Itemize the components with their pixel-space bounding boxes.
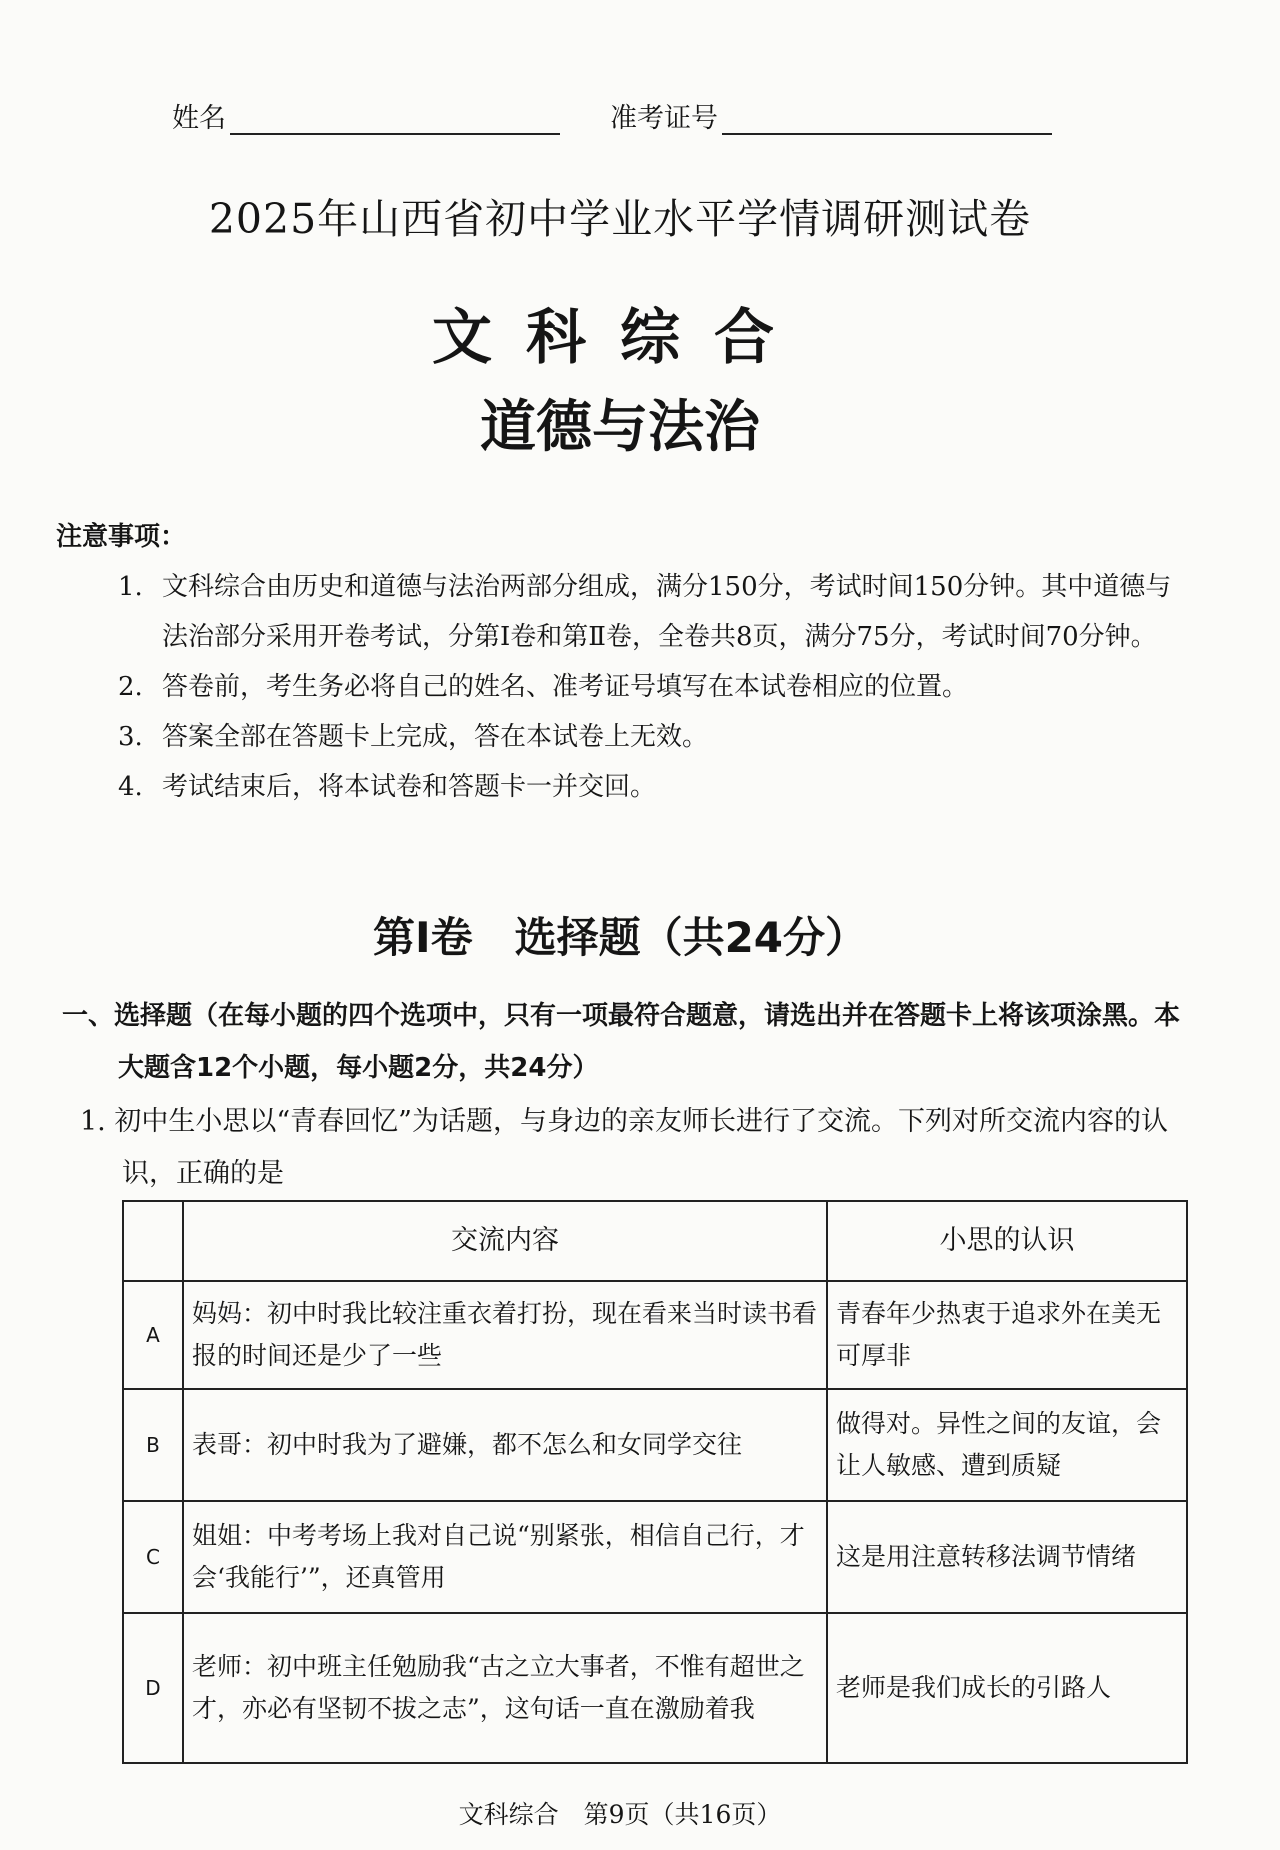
question-1-stem: 1. 初中生小思以“青春回忆”为话题，与身边的亲友师长进行了交流。下列对所交流内容的认识，正确的是 <box>80 1106 1168 1189</box>
option-view: 老师是我们成长的引路人 <box>827 1613 1187 1763</box>
option-letter: C <box>123 1501 183 1613</box>
table-header-cell: 交流内容 <box>183 1201 827 1281</box>
notice-item-number: 2. <box>118 672 143 702</box>
ticket-field <box>610 96 1052 135</box>
notice-item-number: 3. <box>118 722 143 752</box>
table-row <box>123 1389 1187 1501</box>
notice-item-text: 答卷前，考生务必将自己的姓名、准考证号填写在本试卷相应的位置。 <box>162 672 969 702</box>
option-content: 妈妈：初中时我比较注重衣着打扮，现在看来当时读书看报的时间还是少了一些 <box>183 1281 827 1389</box>
table-header-cell: 小思的认识 <box>827 1201 1187 1281</box>
option-view: 这是用注意转移法调节情绪 <box>827 1501 1187 1613</box>
option-letter: D <box>123 1613 183 1763</box>
question-1 <box>80 1096 1190 1200</box>
ticket-label: 准考证号 <box>610 103 718 134</box>
option-letter: A <box>123 1281 183 1389</box>
section-instruction <box>62 990 1192 1094</box>
table-row <box>123 1501 1187 1613</box>
option-view: 青春年少热衷于追求外在美无可厚非 <box>827 1281 1187 1389</box>
page-footer: 文科综合 第9页（共16页） <box>458 1800 782 1829</box>
notice-item <box>118 562 1188 662</box>
table-header-cell <box>123 1201 183 1281</box>
section-title: 第Ⅰ卷 选择题（共24分） <box>372 913 868 962</box>
name-blank-line <box>230 107 560 135</box>
notice-list <box>118 562 1188 812</box>
notice-item-number: 4. <box>118 772 143 802</box>
notice-item <box>118 712 1188 762</box>
notice-item <box>118 662 1188 712</box>
option-content: 姐姐：中考考场上我对自己说“别紧张，相信自己行，才会‘我能行’”，还真管用 <box>183 1501 827 1613</box>
notice-heading: 注意事项： <box>56 522 187 552</box>
ticket-blank-line <box>722 107 1052 135</box>
notice-item <box>118 762 1188 812</box>
option-letter: B <box>123 1389 183 1501</box>
notice-item-text: 文科综合由历史和道德与法治两部分组成，满分150分，考试时间150分钟。其中道德与法治部分采用开卷考试，分第Ⅰ卷和第Ⅱ卷，全卷共8页，满分75分，考试时间70分钟。 <box>162 572 1172 652</box>
section-instruction-text: 一、选择题（在每小题的四个选项中，只有一项最符合题意，请选出并在答题卡上将该项涂黑。本大题含12个小题，每小题2分，共24分） <box>62 1001 1181 1083</box>
name-field <box>172 96 560 135</box>
subject-title: 文科综合 <box>432 303 808 373</box>
part-title: 道德与法治 <box>480 395 760 460</box>
table-header-row <box>123 1201 1187 1281</box>
table-row <box>123 1281 1187 1389</box>
table-row <box>123 1613 1187 1763</box>
exam-title: 2025年山西省初中学业水平学情调研测试卷 <box>208 195 1032 243</box>
notice-item-number: 1. <box>118 572 143 602</box>
question-1-options-table <box>122 1200 1188 1764</box>
notice-item-text: 答案全部在答题卡上完成，答在本试卷上无效。 <box>162 722 709 752</box>
notice-item-text: 考试结束后，将本试卷和答题卡一并交回。 <box>162 772 657 802</box>
candidate-fields <box>172 96 1072 140</box>
option-view: 做得对。异性之间的友谊，会让人敏感、遭到质疑 <box>827 1389 1187 1501</box>
option-content: 老师：初中班主任勉励我“古之立大事者，不惟有超世之才，亦必有坚韧不拔之志”，这句话一直在激励着我 <box>183 1613 827 1763</box>
name-label: 姓名 <box>172 103 226 134</box>
option-content: 表哥：初中时我为了避嫌，都不怎么和女同学交往 <box>183 1389 827 1501</box>
